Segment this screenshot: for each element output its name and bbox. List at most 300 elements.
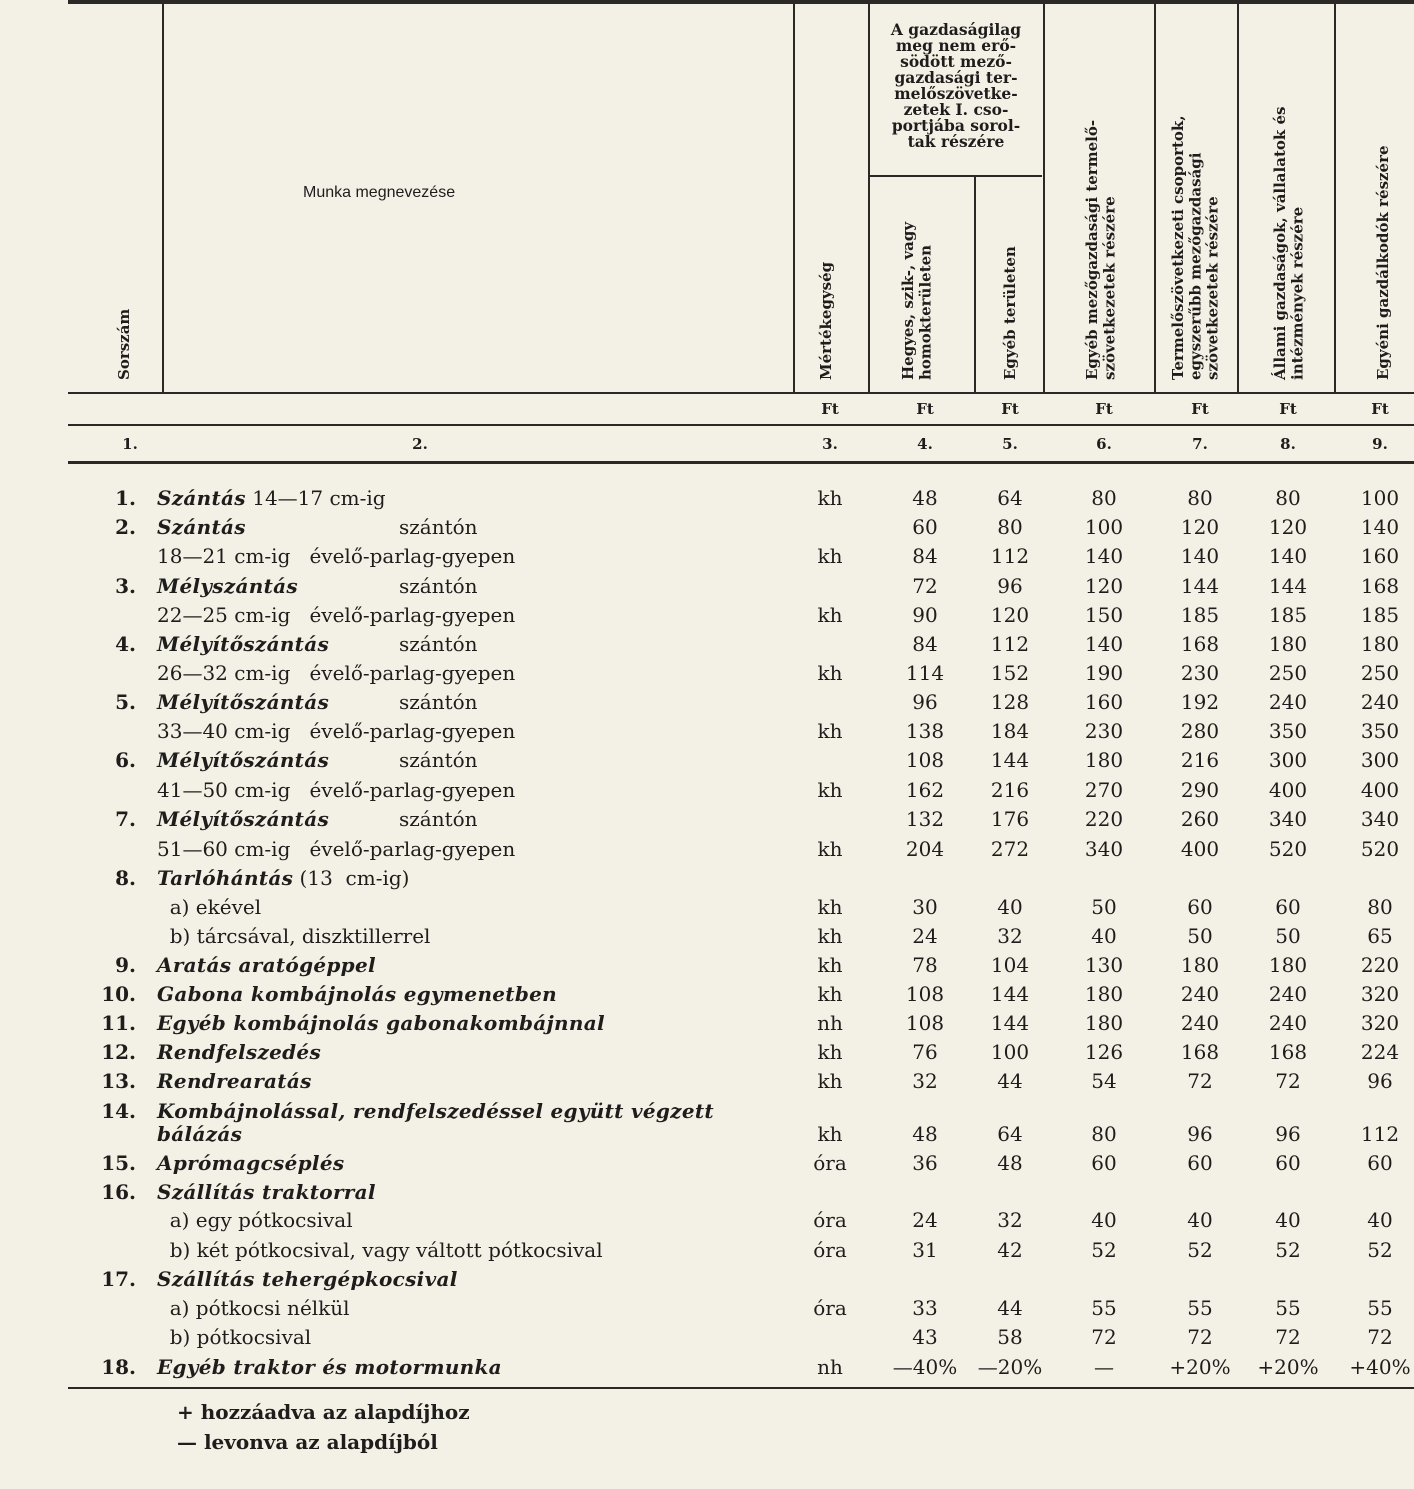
- work-title: Rendfelszedés: [157, 1040, 322, 1064]
- price-cell: 144: [1180, 574, 1220, 598]
- row-number: 6.: [115, 748, 136, 772]
- unit-cell: kh: [817, 1069, 843, 1093]
- unit-cell: kh: [817, 544, 843, 568]
- work-title: Mélyítőszántás: [157, 690, 330, 714]
- price-cell: 180: [1360, 632, 1400, 656]
- price-cell: 60: [1187, 895, 1213, 919]
- price-cell: 60: [1091, 1151, 1117, 1175]
- work-sub: szántón: [399, 748, 478, 772]
- price-cell: 55: [1275, 1296, 1301, 1320]
- unit-cell: kh: [817, 719, 843, 743]
- table-row: [0, 1296, 1414, 1325]
- table-row: [0, 748, 1414, 777]
- body-top-rule: [68, 461, 1414, 464]
- header-munka: Munka megnevezése: [303, 184, 456, 201]
- header-divider: [793, 4, 795, 394]
- work-title: Mélyítőszántás: [157, 632, 330, 656]
- work-name: [157, 1069, 312, 1093]
- work-name: [157, 603, 515, 627]
- colnum-4: 4.: [917, 435, 933, 453]
- price-cell: 160: [1084, 690, 1124, 714]
- price-cell: 340: [1084, 837, 1124, 861]
- price-cell: 80: [1091, 1122, 1117, 1146]
- legend-minus: — levonva az alapdíjból: [177, 1430, 438, 1454]
- work-name: [157, 1122, 242, 1146]
- colnum-5: 5.: [1002, 435, 1018, 453]
- price-cell: 160: [1360, 544, 1400, 568]
- header-col5: Egyéb területen: [1001, 246, 1019, 380]
- work-name: [157, 924, 430, 948]
- unit-col8: Ft: [1279, 400, 1297, 418]
- work-sub: szántón: [399, 574, 478, 598]
- work-detail: 41—50 cm-ig évelő-parlag-gyepen: [157, 778, 516, 802]
- price-cell: 24: [912, 1208, 938, 1232]
- price-cell: 43: [912, 1325, 938, 1349]
- table-row: [0, 866, 1414, 895]
- price-cell: 240: [1180, 1011, 1220, 1035]
- row-number: 15.: [101, 1151, 136, 1175]
- price-cell: 65: [1367, 924, 1393, 948]
- price-cell: 72: [1367, 1325, 1393, 1349]
- work-name: [157, 574, 478, 598]
- price-cell: 162: [905, 778, 945, 802]
- header-sub-rule: [870, 175, 1042, 177]
- unit-cell: kh: [817, 837, 843, 861]
- header-divider: [974, 176, 976, 394]
- table-row: [0, 632, 1414, 661]
- unit-col9: Ft: [1371, 400, 1389, 418]
- unit-cell: óra: [813, 1208, 847, 1232]
- work-name: [157, 748, 478, 772]
- row-number: 5.: [115, 690, 136, 714]
- price-cell: 240: [1268, 1011, 1308, 1035]
- work-detail: 14—17 cm-ig: [245, 486, 386, 510]
- work-detail: 51—60 cm-ig évelő-parlag-gyepen: [157, 837, 516, 861]
- price-cell: 52: [1275, 1238, 1301, 1262]
- price-cell: 168: [1180, 1040, 1220, 1064]
- table-row: [0, 895, 1414, 924]
- header-mertekegyseg: Mértékegység: [817, 261, 835, 380]
- work-detail: b) tárcsával, diszktillerrel: [157, 924, 431, 948]
- unit-cell: óra: [813, 1151, 847, 1175]
- work-name: [157, 807, 478, 831]
- price-cell: 52: [1187, 1238, 1213, 1262]
- table-row: [0, 1040, 1414, 1069]
- table-row: [0, 1151, 1414, 1180]
- price-cell: 40: [1275, 1208, 1301, 1232]
- price-cell: 132: [905, 807, 945, 831]
- price-cell: 112: [990, 632, 1030, 656]
- price-cell: 185: [1180, 603, 1220, 627]
- price-cell: 400: [1268, 778, 1308, 802]
- price-cell: —20%: [977, 1355, 1043, 1379]
- price-cell: 50: [1187, 924, 1213, 948]
- row-number: 4.: [115, 632, 136, 656]
- price-cell: 108: [905, 748, 945, 772]
- header-sorszam: Sorszám: [115, 308, 133, 380]
- work-detail: a) ekével: [157, 895, 262, 919]
- work-title: Gabona kombájnolás egymenetben: [157, 982, 557, 1006]
- price-cell: 72: [1091, 1325, 1117, 1349]
- colnum-2: 2.: [412, 435, 428, 453]
- work-name: [157, 544, 515, 568]
- price-cell: 176: [990, 807, 1030, 831]
- work-detail: b) két pótkocsival, vagy váltott pótkocsival: [157, 1238, 603, 1262]
- price-cell: 240: [1180, 982, 1220, 1006]
- price-cell: 96: [1187, 1122, 1213, 1146]
- price-cell: 60: [1187, 1151, 1213, 1175]
- work-title: Egyéb kombájnolás gabonakombájnnal: [157, 1011, 605, 1035]
- work-name: [157, 1208, 353, 1232]
- price-cell: 320: [1360, 1011, 1400, 1035]
- table-row: [0, 1208, 1414, 1237]
- work-name: [157, 837, 515, 861]
- price-cell: 140: [1268, 544, 1308, 568]
- unit-cell: nh: [817, 1011, 843, 1035]
- row-number: 7.: [115, 807, 136, 831]
- unit-cell: kh: [817, 1040, 843, 1064]
- price-cell: 72: [1187, 1325, 1213, 1349]
- unit-cell: kh: [817, 486, 843, 510]
- price-cell: 130: [1084, 953, 1124, 977]
- work-name: [157, 1040, 321, 1064]
- price-cell: 250: [1268, 661, 1308, 685]
- work-title: Egyéb traktor és motormunka: [157, 1355, 502, 1379]
- price-cell: 72: [1275, 1325, 1301, 1349]
- price-cell: 60: [912, 515, 938, 539]
- price-cell: 400: [1180, 837, 1220, 861]
- price-cell: 400: [1360, 778, 1400, 802]
- price-cell: 114: [905, 661, 945, 685]
- row-number: 8.: [115, 866, 136, 890]
- table-row: [0, 661, 1414, 690]
- work-detail: 26—32 cm-ig évelő-parlag-gyepen: [157, 661, 516, 685]
- price-cell: 55: [1187, 1296, 1213, 1320]
- price-cell: 96: [1275, 1122, 1301, 1146]
- price-cell: 216: [1180, 748, 1220, 772]
- price-cell: 204: [905, 837, 945, 861]
- price-cell: 100: [1084, 515, 1124, 539]
- price-cell: 230: [1084, 719, 1124, 743]
- unit-cell: kh: [817, 603, 843, 627]
- legend-plus: + hozzáadva az alapdíjhoz: [177, 1400, 470, 1424]
- price-cell: 44: [997, 1069, 1023, 1093]
- price-cell: +20%: [1257, 1355, 1319, 1379]
- price-cell: 32: [997, 924, 1023, 948]
- top-rule: [68, 0, 1414, 4]
- price-cell: 280: [1180, 719, 1220, 743]
- colnum-9: 9.: [1372, 435, 1388, 453]
- price-cell: 72: [912, 574, 938, 598]
- header-divider: [1237, 4, 1239, 394]
- work-title: Szántás: [157, 486, 246, 510]
- price-cell: 240: [1268, 982, 1308, 1006]
- table-row: [0, 778, 1414, 807]
- price-cell: —40%: [892, 1355, 958, 1379]
- price-cell: 52: [1091, 1238, 1117, 1262]
- price-cell: 126: [1084, 1040, 1124, 1064]
- price-cell: 180: [1268, 632, 1308, 656]
- work-detail: 22—25 cm-ig évelő-parlag-gyepen: [157, 603, 516, 627]
- work-title: Mélyítőszántás: [157, 748, 330, 772]
- work-name: [157, 1355, 502, 1379]
- table-row: [0, 603, 1414, 632]
- work-name: [157, 866, 409, 890]
- price-cell: 40: [997, 895, 1023, 919]
- colnum-rule: [68, 424, 1414, 426]
- header-col8: Állami gazdaságok, vállalatok és intézmények részére: [1271, 106, 1307, 380]
- table-row: [0, 1355, 1414, 1384]
- work-title: Tarlóhántás: [157, 866, 294, 890]
- price-cell: 42: [997, 1238, 1023, 1262]
- price-cell: 100: [1360, 486, 1400, 510]
- price-cell: 96: [912, 690, 938, 714]
- work-title: Kombájnolással, rendfelszedéssel együtt végzett: [157, 1099, 714, 1123]
- work-name: [157, 719, 515, 743]
- price-cell: 140: [1084, 544, 1124, 568]
- row-number: 12.: [101, 1040, 136, 1064]
- price-cell: 144: [990, 748, 1030, 772]
- work-detail: a) egy pótkocsival: [157, 1208, 353, 1232]
- price-cell: 190: [1084, 661, 1124, 685]
- price-cell: +20%: [1169, 1355, 1231, 1379]
- price-cell: 180: [1084, 1011, 1124, 1035]
- price-cell: 60: [1275, 895, 1301, 919]
- price-cell: 120: [1180, 515, 1220, 539]
- price-cell: —: [1094, 1355, 1114, 1379]
- price-cell: 80: [1367, 895, 1393, 919]
- table-row: [0, 574, 1414, 603]
- table-row: [0, 1122, 1414, 1151]
- price-cell: 185: [1268, 603, 1308, 627]
- row-number: 2.: [115, 515, 136, 539]
- price-cell: 108: [905, 982, 945, 1006]
- price-cell: 54: [1091, 1069, 1117, 1093]
- work-name: [157, 1325, 311, 1349]
- work-name: [157, 953, 376, 977]
- table-row: [0, 837, 1414, 866]
- unit-col7: Ft: [1191, 400, 1209, 418]
- work-name: [157, 1296, 350, 1320]
- price-cell: 72: [1275, 1069, 1301, 1093]
- price-cell: 58: [997, 1325, 1023, 1349]
- header-divider: [162, 4, 164, 394]
- work-name: [157, 778, 515, 802]
- table-row: [0, 486, 1414, 515]
- price-cell: 220: [1360, 953, 1400, 977]
- unit-cell: kh: [817, 953, 843, 977]
- price-cell: 240: [1360, 690, 1400, 714]
- table-row: [0, 807, 1414, 836]
- work-sub: szántón: [399, 515, 478, 539]
- price-cell: 104: [990, 953, 1030, 977]
- work-name: [157, 1267, 458, 1291]
- price-cell: 140: [1360, 515, 1400, 539]
- price-cell: 150: [1084, 603, 1124, 627]
- price-cell: 100: [990, 1040, 1030, 1064]
- price-cell: 220: [1084, 807, 1124, 831]
- price-cell: 216: [990, 778, 1030, 802]
- work-title: bálázás: [157, 1122, 243, 1146]
- price-cell: 185: [1360, 603, 1400, 627]
- price-cell: 30: [912, 895, 938, 919]
- price-cell: 64: [997, 486, 1023, 510]
- unit-cell: kh: [817, 778, 843, 802]
- price-cell: 270: [1084, 778, 1124, 802]
- colnum-3: 3.: [822, 435, 838, 453]
- work-name: [157, 690, 478, 714]
- work-title: Mélyítőszántás: [157, 807, 330, 831]
- price-cell: 350: [1268, 719, 1308, 743]
- price-cell: 144: [1268, 574, 1308, 598]
- table-row: [0, 953, 1414, 982]
- header-divider: [1043, 4, 1045, 394]
- price-cell: 44: [997, 1296, 1023, 1320]
- price-cell: 80: [1275, 486, 1301, 510]
- work-detail: a) pótkocsi nélkül: [157, 1296, 350, 1320]
- price-cell: 120: [1268, 515, 1308, 539]
- price-cell: 31: [912, 1238, 938, 1262]
- price-cell: 144: [990, 1011, 1030, 1035]
- price-cell: 40: [1187, 1208, 1213, 1232]
- price-cell: 40: [1091, 1208, 1117, 1232]
- work-title: Szállítás traktorral: [157, 1180, 376, 1204]
- table-row: [0, 515, 1414, 544]
- price-cell: 140: [1084, 632, 1124, 656]
- unit-cell: óra: [813, 1296, 847, 1320]
- price-cell: 96: [997, 574, 1023, 598]
- price-cell: 180: [1084, 748, 1124, 772]
- row-number: 9.: [115, 953, 136, 977]
- row-number: 10.: [101, 982, 136, 1006]
- price-cell: 340: [1268, 807, 1308, 831]
- price-cell: 180: [1180, 953, 1220, 977]
- unit-cell: kh: [817, 661, 843, 685]
- price-cell: 55: [1367, 1296, 1393, 1320]
- price-cell: 192: [1180, 690, 1220, 714]
- price-cell: 33: [912, 1296, 938, 1320]
- work-name: [157, 1099, 714, 1123]
- work-sub: szántón: [399, 632, 478, 656]
- price-cell: 152: [990, 661, 1030, 685]
- work-name: [157, 1180, 376, 1204]
- unit-cell: kh: [817, 982, 843, 1006]
- price-cell: 48: [912, 1122, 938, 1146]
- unit-col3: Ft: [821, 400, 839, 418]
- price-cell: 80: [1091, 486, 1117, 510]
- price-cell: 50: [1091, 895, 1117, 919]
- table-row: [0, 1325, 1414, 1354]
- colnum-6: 6.: [1096, 435, 1112, 453]
- unit-col4: Ft: [916, 400, 934, 418]
- table-row: [0, 690, 1414, 719]
- price-cell: 24: [912, 924, 938, 948]
- work-name: [157, 515, 478, 539]
- table-row: [0, 1238, 1414, 1267]
- table-row: [0, 1069, 1414, 1098]
- work-name: [157, 895, 261, 919]
- price-cell: 76: [912, 1040, 938, 1064]
- price-cell: +40%: [1349, 1355, 1411, 1379]
- unit-cell: óra: [813, 1238, 847, 1262]
- table-row: [0, 1180, 1414, 1209]
- price-cell: 80: [1187, 486, 1213, 510]
- work-detail: 33—40 cm-ig évelő-parlag-gyepen: [157, 719, 516, 743]
- price-cell: 120: [1084, 574, 1124, 598]
- price-cell: 168: [1180, 632, 1220, 656]
- price-cell: 300: [1268, 748, 1308, 772]
- work-sub: szántón: [399, 807, 478, 831]
- price-cell: 84: [912, 544, 938, 568]
- price-cell: 520: [1268, 837, 1308, 861]
- price-cell: 300: [1360, 748, 1400, 772]
- price-cell: 112: [990, 544, 1030, 568]
- row-number: 11.: [101, 1011, 136, 1035]
- colnum-8: 8.: [1280, 435, 1296, 453]
- row-number: 17.: [101, 1267, 136, 1291]
- price-cell: 48: [997, 1151, 1023, 1175]
- header-col6: Egyéb mezőgazdasági termelő- szövetkezetek részére: [1083, 119, 1119, 380]
- work-title: Aratás aratógéppel: [157, 953, 376, 977]
- unit-cell: kh: [817, 895, 843, 919]
- row-number: 14.: [101, 1099, 136, 1123]
- row-number: 13.: [101, 1069, 136, 1093]
- price-cell: 140: [1180, 544, 1220, 568]
- price-cell: 272: [990, 837, 1030, 861]
- work-name: [157, 1011, 605, 1035]
- price-cell: 184: [990, 719, 1030, 743]
- price-cell: 230: [1180, 661, 1220, 685]
- work-name: [157, 1238, 603, 1262]
- colnum-7: 7.: [1192, 435, 1208, 453]
- price-cell: 32: [912, 1069, 938, 1093]
- work-name: [157, 486, 386, 510]
- row-number: 16.: [101, 1180, 136, 1204]
- price-cell: 40: [1091, 924, 1117, 948]
- header-col7: Termelőszövetkezeti csoportok, egyszerűbb mezőgazdasági szövetkezetek részére: [1169, 115, 1222, 380]
- price-cell: 90: [912, 603, 938, 627]
- row-number: 1.: [115, 486, 136, 510]
- work-title: Mélyszántás: [157, 574, 298, 598]
- price-cell: 240: [1268, 690, 1308, 714]
- table-row: [0, 544, 1414, 573]
- price-cell: 108: [905, 1011, 945, 1035]
- unit-cell: nh: [817, 1355, 843, 1379]
- work-name: [157, 1151, 344, 1175]
- header-divider: [1334, 4, 1336, 394]
- row-number: 3.: [115, 574, 136, 598]
- unit-col6: Ft: [1095, 400, 1113, 418]
- header-col9: Egyéni gazdálkodók részére: [1374, 145, 1392, 380]
- price-cell: 290: [1180, 778, 1220, 802]
- price-cell: 180: [1084, 982, 1124, 1006]
- price-cell: 180: [1268, 953, 1308, 977]
- price-cell: 224: [1360, 1040, 1400, 1064]
- price-cell: 60: [1367, 1151, 1393, 1175]
- work-title: Rendrearatás: [157, 1069, 312, 1093]
- price-cell: 55: [1091, 1296, 1117, 1320]
- unit-col5: Ft: [1001, 400, 1019, 418]
- price-cell: 144: [990, 982, 1030, 1006]
- work-title: Aprómagcséplés: [157, 1151, 345, 1175]
- colnum-1: 1.: [122, 435, 138, 453]
- price-cell: 128: [990, 690, 1030, 714]
- table-row: [0, 1267, 1414, 1296]
- price-cell: 52: [1367, 1238, 1393, 1262]
- price-cell: 72: [1187, 1069, 1213, 1093]
- work-name: [157, 661, 515, 685]
- work-detail: b) pótkocsival: [157, 1325, 312, 1349]
